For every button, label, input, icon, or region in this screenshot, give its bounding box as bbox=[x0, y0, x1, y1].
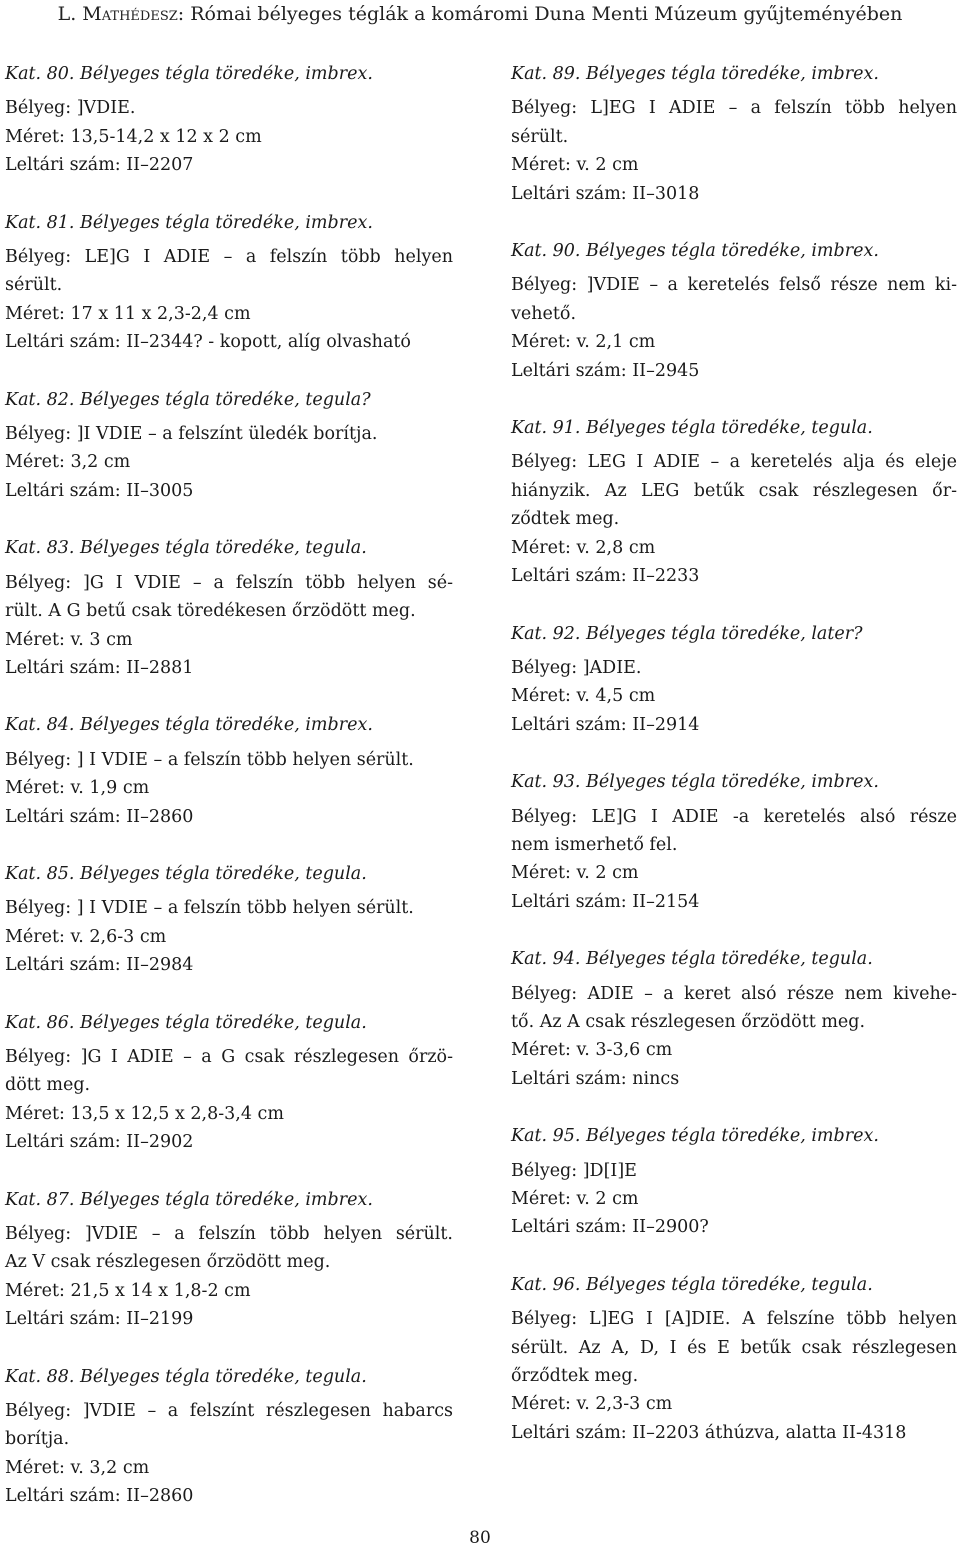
entry-line: Méret: 3,2 cm bbox=[5, 452, 131, 473]
entry-line: Bélyeg: ]VDIE. bbox=[5, 98, 136, 119]
left-column bbox=[5, 60, 453, 1540]
entry-line: Leltári szám: II–3005 bbox=[5, 480, 194, 501]
entry-line: Méret: 21,5 x 14 x 1,8-2 cm bbox=[5, 1280, 251, 1301]
catalog-entry bbox=[511, 237, 957, 385]
entry-line: Méret: v. 2,1 cm bbox=[511, 332, 656, 353]
entry-line: Az V csak részlegesen őrzödött meg. bbox=[5, 1252, 331, 1273]
entry-line: dött meg. bbox=[5, 1075, 91, 1096]
catalog-entry bbox=[511, 414, 957, 590]
entry-line: Bélyeg: ] I VDIE – a felszín több helyen sérült. bbox=[5, 898, 414, 919]
entry-line: Leltári szám: II–2207 bbox=[5, 155, 194, 176]
entry-line: Leltári szám: II–2344? - kopott, alíg olvasható bbox=[5, 332, 411, 353]
entry-line: vehető. bbox=[511, 303, 577, 324]
entry-heading: Kat. 93. Bélyeges tégla töredéke, imbrex. bbox=[511, 772, 879, 793]
page-number: 80 bbox=[469, 1528, 491, 1548]
catalog-entry bbox=[511, 620, 957, 740]
entry-line: sérült. bbox=[5, 275, 63, 296]
entry-heading: Kat. 80. Bélyeges tégla töredéke, imbrex. bbox=[5, 64, 373, 84]
entry-line: sérült. bbox=[511, 126, 569, 147]
entry-line: Leltári szám: II–2203 áthúzva, alatta II-4318 bbox=[511, 1422, 907, 1443]
entry-line: Méret: 17 x 11 x 2,3-2,4 cm bbox=[5, 303, 251, 324]
entry-line: Méret: v. 2,8 cm bbox=[511, 537, 656, 558]
catalog-entry bbox=[5, 711, 453, 831]
entry-line: Leltári szám: II–2860 bbox=[5, 1486, 194, 1507]
entry-line: Leltári szám: II–2914 bbox=[511, 714, 700, 735]
entry-line: Bélyeg: LEG I ADIE – a keretelés alja és eleje bbox=[511, 452, 957, 473]
entry-line: Leltári szám: II–2154 bbox=[511, 891, 700, 912]
entry-line: hiányzik. Az LEG betűk csak részlegesen őr- bbox=[511, 480, 957, 501]
catalog-entry bbox=[511, 1271, 957, 1447]
entry-line: Méret: v. 4,5 cm bbox=[511, 686, 656, 707]
catalog-entry bbox=[5, 60, 453, 180]
entry-line: Bélyeg: ]D[I]E bbox=[511, 1160, 637, 1181]
entry-line: Méret: v. 3 cm bbox=[5, 629, 133, 650]
entry-line: Méret: v. 2,6-3 cm bbox=[5, 926, 167, 947]
entry-heading: Kat. 86. Bélyeges tégla töredéke, tegula. bbox=[5, 1012, 367, 1033]
catalog-entry bbox=[5, 860, 453, 980]
entry-line: Méret: v. 2 cm bbox=[511, 1189, 639, 1209]
entry-line: Leltári szám: II–2860 bbox=[5, 806, 194, 827]
entry-line: nem ismerhető fel. bbox=[511, 834, 678, 855]
entry-heading: Kat. 90. Bélyeges tégla töredéke, imbrex. bbox=[511, 241, 879, 262]
right-column bbox=[511, 60, 957, 1476]
entry-heading: Kat. 84. Bélyeges tégla töredéke, imbrex. bbox=[5, 715, 373, 736]
catalog-entry bbox=[5, 534, 453, 682]
running-head-title: : Római bélyeges téglák a komáromi Duna Menti Múzeum gyűjteményében bbox=[177, 3, 903, 25]
entry-line: Leltári szám: II–2984 bbox=[5, 955, 194, 976]
entry-line: Bélyeg: ]I VDIE – a felszínt üledék borítja. bbox=[5, 424, 378, 445]
entry-line: ződtek meg. bbox=[511, 509, 620, 530]
catalog-entry bbox=[511, 60, 957, 208]
entry-line: Bélyeg: L]EG I ADIE – a felszín több helyen bbox=[511, 98, 957, 119]
entry-heading: Kat. 95. Bélyeges tégla töredéke, imbrex. bbox=[511, 1126, 879, 1147]
entry-line: Leltári szám: II–2199 bbox=[5, 1309, 194, 1330]
catalog-entry bbox=[5, 1186, 453, 1334]
catalog-entry bbox=[5, 1363, 453, 1511]
entry-line: Leltári szám: II–2233 bbox=[511, 566, 700, 587]
entry-line: Bélyeg: LE]G I ADIE – a felszín több helyen bbox=[5, 247, 453, 268]
entry-heading: Kat. 83. Bélyeges tégla töredéke, tegula. bbox=[5, 538, 367, 559]
entry-line: Bélyeg: LE]G I ADIE -a keretelés alsó része bbox=[511, 806, 957, 827]
entry-line: Leltári szám: nincs bbox=[511, 1068, 680, 1089]
entry-heading: Kat. 82. Bélyeges tégla töredéke, tegula? bbox=[5, 389, 371, 410]
entry-heading: Kat. 88. Bélyeges tégla töredéke, tegula. bbox=[5, 1366, 367, 1387]
entry-heading: Kat. 81. Bélyeges tégla töredéke, imbrex. bbox=[5, 212, 373, 233]
entry-line: Leltári szám: II–2902 bbox=[5, 1132, 194, 1153]
entry-line: sérült. Az A, D, I és E betűk csak részlegesen bbox=[511, 1337, 957, 1358]
entry-heading: Kat. 87. Bélyeges tégla töredéke, imbrex. bbox=[5, 1189, 373, 1210]
catalog-entry bbox=[511, 768, 957, 916]
entry-line: Bélyeg: ] I VDIE – a felszín több helyen sérült. bbox=[5, 749, 414, 770]
entry-line: Leltári szám: II–2945 bbox=[511, 360, 700, 381]
entry-heading: Kat. 92. Bélyeges tégla töredéke, later? bbox=[511, 623, 863, 644]
entry-line: Bélyeg: L]EG I [A]DIE. A felszíne több helyen bbox=[511, 1309, 957, 1330]
catalog-entry bbox=[5, 386, 453, 506]
entry-line: Bélyeg: ]G I ADIE – a G csak részlegesen őrzö- bbox=[5, 1046, 453, 1067]
entry-heading: Kat. 91. Bélyeges tégla töredéke, tegula. bbox=[511, 418, 873, 439]
entry-line: Leltári szám: II–2881 bbox=[5, 657, 194, 678]
entry-line: Leltári szám: II–2900? bbox=[511, 1217, 709, 1238]
catalog-entry bbox=[511, 1122, 957, 1242]
entry-heading: Kat. 85. Bélyeges tégla töredéke, tegula. bbox=[5, 863, 367, 884]
entry-line: Bélyeg: ]VDIE – a felszínt részlegesen habarcs bbox=[5, 1401, 453, 1422]
entry-line: Méret: v. 1,9 cm bbox=[5, 778, 150, 799]
running-head-author: L. Mathédesz bbox=[57, 3, 178, 25]
catalog-entry bbox=[5, 1009, 453, 1157]
entry-line: őrződtek meg. bbox=[511, 1366, 639, 1387]
entry-line: Méret: v. 3-3,6 cm bbox=[511, 1040, 673, 1061]
entry-line: Méret: 13,5 x 12,5 x 2,8-3,4 cm bbox=[5, 1103, 284, 1124]
running-head bbox=[0, 2, 960, 26]
entry-line: Méret: v. 2 cm bbox=[511, 863, 639, 884]
entry-line: borítja. bbox=[5, 1429, 70, 1450]
entry-line: rült. A G betű csak töredékesen őrzödött meg. bbox=[5, 601, 416, 622]
entry-line: Leltári szám: II–3018 bbox=[511, 183, 700, 204]
entry-line: Bélyeg: ADIE – a keret alsó része nem kivehe- bbox=[511, 983, 957, 1004]
entry-line: tő. Az A csak részlegesen őrzödött meg. bbox=[511, 1011, 866, 1032]
entry-heading: Kat. 89. Bélyeges tégla töredéke, imbrex. bbox=[511, 64, 879, 84]
catalog-entry bbox=[5, 209, 453, 357]
entry-line: Méret: 13,5-14,2 x 12 x 2 cm bbox=[5, 126, 262, 147]
entry-heading: Kat. 96. Bélyeges tégla töredéke, tegula. bbox=[511, 1274, 873, 1295]
entry-line: Méret: v. 2 cm bbox=[511, 155, 639, 176]
entry-line: Méret: v. 3,2 cm bbox=[5, 1457, 150, 1478]
entry-line: Méret: v. 2,3-3 cm bbox=[511, 1394, 673, 1415]
entry-line: Bélyeg: ]VDIE – a felszín több helyen sérült. bbox=[5, 1224, 453, 1244]
catalog-entry bbox=[511, 945, 957, 1093]
entry-line: Bélyeg: ]ADIE. bbox=[511, 657, 642, 678]
entry-line: Bélyeg: ]G I VDIE – a felszín több helyen sé- bbox=[5, 572, 453, 593]
entry-line: Bélyeg: ]VDIE – a keretelés felső része nem ki- bbox=[511, 275, 957, 296]
entry-heading: Kat. 94. Bélyeges tégla töredéke, tegula. bbox=[511, 949, 873, 970]
